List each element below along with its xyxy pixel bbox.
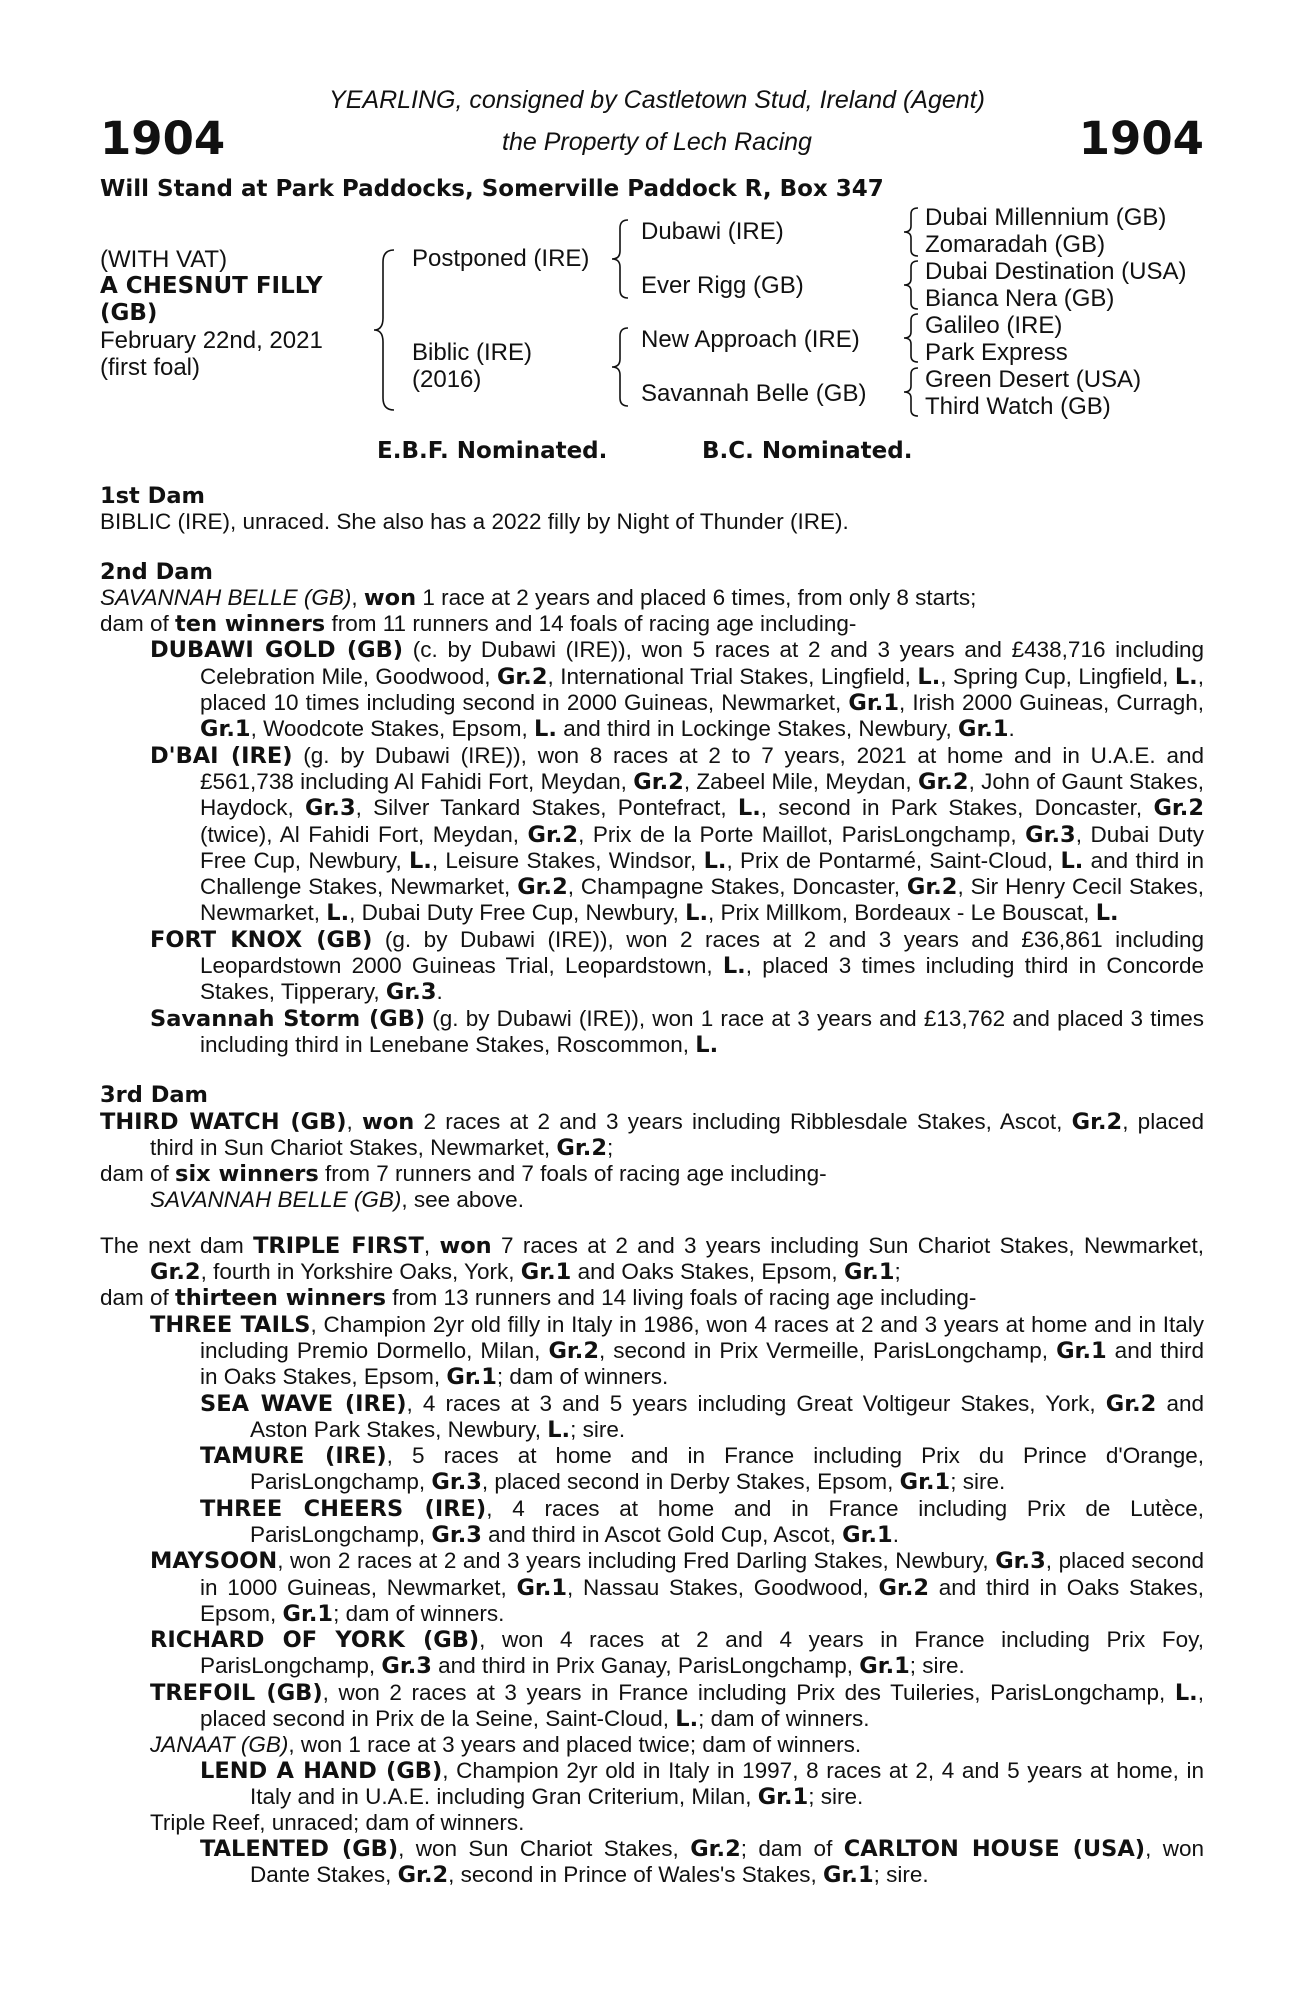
dam-sire: New Approach (IRE) [641,326,860,353]
next-dam-produce-list [100,1312,1204,1889]
second-dam-race-record: 1 race at 2 years and placed 6 times, from only 8 starts; [416,584,977,610]
bold-text: Gr.2 [556,1134,607,1161]
text-run: , Leisure Stakes, Windsor, [431,847,704,873]
third-dam-record: THIRD WATCH (GB), won 2 races at 2 and 3 years including Ribblesdale Stakes, Ascot, Gr.2, placed third in Sun Chariot Stakes, Newmarket, Gr.2; [100,1108,1204,1161]
bold-text: L. [703,847,727,874]
winners-count: ten winners [175,611,326,638]
bold-text: LEND A HAND (GB) [200,1757,443,1784]
text-run: , won Dante Stakes, [250,1835,1204,1887]
text-run: , Dubai Duty Free Cup, Newbury, [349,900,686,926]
dam-of-label: dam of [100,1285,176,1311]
produce-entry [100,1732,1204,1757]
dam-name: Biblic (IRE) [412,339,533,366]
text-run: , placed second in 1000 Guineas, Newmarket, [200,1548,1204,1600]
text-run: ; [894,1259,901,1285]
text-run: , second in Prince of Wales's Stakes, [448,1861,824,1887]
text-run: , Champagne Stakes, Doncaster, [567,874,907,900]
bold-text: L. [695,1031,719,1058]
text-run: , second in Prix Vermeille, ParisLongchamp, [599,1337,1057,1363]
bold-text: Gr.1 [848,690,899,717]
text-run: , John of Gaunt Stakes, Haydock, [200,768,1205,821]
text-run: , placed second in Prix de la Seine, Saint-Cloud, [200,1679,1204,1732]
text-run: , placed third in Sun Chariot Stakes, Newmarket, [150,1108,1204,1160]
text-run: (g. by Dubawi (IRE)), won 1 race at 3 years and £13,762 and placed 3 times including third in Lenebane Stakes, Roscommon, [200,1005,1204,1057]
text-run: , Champion 2yr old in Italy in 1997, 8 races at 2, 4 and 5 years at home, in Italy and in U.A.E. including Gran Criterium, Milan, [250,1757,1204,1809]
bold-text: Gr.1 [859,1653,910,1680]
text-run: , won 1 race at 3 years and placed twice; dam of winners. [288,1732,862,1758]
pedigree-brace-dam [608,326,632,408]
bold-text: Gr.2 [527,821,579,848]
bold-text: Gr.3 [381,1653,432,1680]
text-run: (g. by Dubawi (IRE)), won 8 races at 2 to 7 years, 2021 at home and in U.A.E. and £561,738 including Al Fahidi Fort, Meydan, [200,742,1204,794]
bold-text: Gr.1 [282,1600,334,1627]
text-run: , Dubai Duty Free Cup, Newbury, [200,821,1204,873]
ped-g3-2: Zomaradah (GB) [925,231,1106,258]
text-run: and third in Oaks Stakes, Epsom, [200,1574,1204,1626]
bold-text: TAMURE (IRE) [200,1443,387,1470]
dam-of-label: dam of [100,611,176,637]
bold-text: Gr.2 [517,874,568,901]
bold-text: Gr.2 [878,1574,930,1601]
bold-text: Gr.1 [823,1861,874,1888]
produce-entry [100,1548,1204,1627]
bold-text: Gr.2 [690,1835,741,1862]
produce-sub-entry [100,1443,1204,1496]
text-run: ; sire. [808,1783,864,1809]
produce-entry [100,1680,1204,1733]
bold-text: Gr.3 [385,979,437,1006]
bold-text: Gr.2 [1153,795,1204,822]
bold-text: Gr.3 [431,1521,482,1548]
pedigree-brace-ss [900,206,922,258]
text-run: and third in Lockinge Stakes, Newbury, [556,716,958,742]
text-run: , placed second in Derby Stakes, Epsom, [481,1469,900,1495]
bold-text: Gr.2 [496,663,548,690]
bold-text: Gr.1 [1056,1337,1107,1364]
spacer [100,535,1204,560]
text-run: ; dam of [740,1835,844,1861]
second-dam-produce-summary [100,611,1204,637]
produce-name: FORT KNOX (GB) [150,926,373,953]
text-run: and third in Ascot Gold Cup, Ascot, [481,1521,843,1547]
winners-summary: from 11 runners and 14 foals of racing age including- [325,611,857,637]
dam-of-label: dam of [100,1161,176,1187]
produce-entry [100,1627,1204,1680]
bold-text: Gr.1 [200,716,251,743]
bold-text: THREE TAILS [150,1311,311,1338]
produce-name: DUBAWI GOLD (GB) [150,637,404,664]
pedigree-brace-main [370,248,400,412]
consignor-line: YEARLING, consigned by Castletown Stud, Ireland (Agent) [329,86,985,114]
text-run: 2 races at 2 and 3 years including Ribblesdale Stakes, Ascot, [414,1108,1072,1134]
next-dam-produce-summary [100,1285,1204,1311]
text-run: , Woodcote Stakes, Epsom, [250,716,535,742]
text-run: ; sire. [950,1469,1006,1495]
second-dam-record: SAVANNAH BELLE (GB), won 1 race at 2 years and placed 6 times, from only 8 starts; [100,584,977,611]
bold-text: L. [1174,663,1198,690]
foaling-date: February 22nd, 2021 [100,327,323,354]
ebf-nomination: E.B.F. Nominated. [377,438,608,464]
text-run: . [1008,716,1015,742]
won-label: won [363,584,417,611]
text-run: . [436,979,443,1005]
ped-g3-3: Dubai Destination (USA) [925,258,1187,285]
text-run: , placed 3 times including third in Concorde Stakes, Tipperary, [200,953,1204,1005]
text-run: ; dam of winners. [698,1706,870,1732]
text-run: (c. by Dubawi (IRE)), won 5 races at 2 and 3 years and £438,716 including Celebration Mile, Goodwood, [200,637,1204,689]
winners-summary: from 13 runners and 14 living foals of racing age including- [386,1285,977,1311]
text-run: ; sire. [570,1416,626,1442]
bold-text: Gr.2 [397,1861,449,1888]
text-run: , won 4 races at 2 and 4 years in France including Prix Foy, ParisLongchamp, [200,1627,1205,1679]
bold-text: Gr.1 [957,716,1009,743]
winners-count: six winners [175,1161,319,1188]
ref-horse-name: SAVANNAH BELLE (GB) [150,1187,402,1213]
pedigree-brace-sire [608,218,632,300]
bold-text: Gr.1 [446,1364,497,1391]
text-run: ; dam of winners. [496,1364,669,1390]
text-run: 7 races at 2 and 3 years including Sun Chariot Stakes, Newmarket, [491,1232,1204,1258]
bold-text: Gr.3 [1025,821,1076,848]
text-run: , 4 races at home and in France including Prix de Lutèce, ParisLongchamp, [250,1495,1204,1547]
bold-text: CARLTON HOUSE (USA) [843,1835,1146,1862]
produce-entry [100,743,1204,927]
second-dam-produce-list [100,637,1204,1058]
text-run: , Irish 2000 Guineas, Curragh, [898,690,1204,716]
text-run: , Spring Cup, Lingfield, [940,663,1175,689]
won-label: won [362,1108,415,1135]
text-run: ; dam of winners. [333,1600,505,1626]
text-run: . [892,1521,899,1547]
text-run: , Sir Henry Cecil Stakes, Newmarket, [200,874,1204,926]
ped-g3-8: Third Watch (GB) [925,393,1111,420]
text-run: , Champion 2yr old filly in Italy in 1986, won 4 races at 2 and 3 years at home and in Italy including Premio Dormello, Milan, [200,1311,1204,1363]
produce-entry [100,1312,1204,1391]
next-dam-name: TRIPLE FIRST [253,1232,424,1259]
bold-text: Gr.1 [842,1521,893,1548]
bold-text: SEA WAVE (IRE) [200,1390,407,1417]
bold-text: Gr.2 [633,768,684,795]
horse-name-suffix: (GB) [100,300,158,326]
text-run: (g. by Dubawi (IRE)), won 2 races at 2 and 3 years and £36,861 including Leopardstown 2000 Guineas Trial, Leopardstown, [200,926,1204,979]
text-run: and Oaks Stakes, Epsom, [571,1259,844,1285]
italic-text: JANAAT (GB) [150,1732,289,1758]
bold-text: Gr.1 [757,1783,809,1810]
produce-record [100,484,1204,1888]
produce-sub-entry [100,1496,1204,1549]
bold-text: Gr.2 [1105,1390,1157,1417]
text-run: , Zabeel Mile, Meydan, [683,768,918,794]
text-run: , Prix de la Porte Maillot, ParisLongchamp, [578,821,1026,847]
text-run: , won 2 races at 3 years in France including Prix des Tuileries, ParisLongchamp, [322,1679,1175,1705]
produce-entry [100,1006,1204,1059]
produce-name: Savannah Storm (GB) [150,1005,426,1032]
text-run: , Prix de Pontarmé, Saint-Cloud, [726,847,1061,873]
bold-text: L. [722,953,746,980]
ped-g3-6: Park Express [925,339,1068,366]
dam-year: (2016) [412,366,482,393]
bold-text: L. [1060,847,1084,874]
next-dam-intro: The next dam [100,1232,254,1258]
third-dam-name: THIRD WATCH (GB) [100,1108,347,1135]
bold-text: Gr.3 [305,795,356,822]
first-dam-heading: 1st Dam [100,483,205,509]
text-run: ; sire. [909,1653,965,1679]
bold-text: THREE CHEERS (IRE) [200,1495,487,1522]
next-dam-record: The next dam TRIPLE FIRST, won 7 races at 2 and 3 years including Sun Chariot Stakes, Newmarket, Gr.2, fourth in Yorkshire Oaks, York, Gr.1 and Oaks Stakes, Epsom, Gr.1; [100,1232,1204,1286]
vat-note: (WITH VAT) [100,246,228,273]
stand-location: Will Stand at Park Paddocks, Somerville Paddock R, Box 347 [100,176,884,202]
produce-entry [100,1810,1204,1835]
text-run: , 5 races at home and in France including Prix du Prince d'Orange, ParisLongchamp, [250,1443,1204,1495]
pedigree-brace-dd [900,366,922,418]
bold-text: L. [675,1706,699,1733]
bold-text: L. [737,795,761,822]
sire-sire: Dubawi (IRE) [641,218,784,245]
produce-entry [100,637,1204,742]
ped-g3-7: Green Desert (USA) [925,366,1142,393]
horse-name: A CHESNUT FILLY [100,273,323,299]
sire-name: Postponed (IRE) [412,245,590,272]
text-run: , Prix Millkom, Bordeaux - Le Bouscat, [708,900,1096,926]
bold-text: L. [685,900,709,927]
text-run: , second in Park Stakes, Doncaster, [760,795,1154,821]
produce-name: D'BAI (IRE) [150,742,293,769]
bold-text: Gr.2 [906,874,958,901]
text-run: , Silver Tankard Stakes, Pontefract, [355,795,738,821]
text-run: and Aston Park Stakes, Newbury, [250,1390,1204,1442]
lot-number-left: 1904 [100,112,226,165]
bold-text: Gr.2 [548,1337,600,1364]
text-run: (twice), Al Fahidi Fort, Meydan, [200,821,528,847]
winners-count: thirteen winners [175,1285,387,1312]
won-label: won [439,1232,492,1259]
bold-text: Gr.1 [520,1259,572,1286]
text-run: ; sire. [873,1861,929,1887]
text-run: and third in Prix Ganay, ParisLongchamp, [431,1653,860,1679]
pedigree-brace-sd [900,259,922,311]
pedigree-brace-ds [900,312,922,364]
second-dam-name: SAVANNAH BELLE (GB) [100,584,352,610]
foal-note: (first foal) [100,354,201,381]
bold-text: TREFOIL (GB) [150,1679,323,1706]
text-run: , won Sun Chariot Stakes, [398,1835,691,1861]
produce-sub-entry [100,1836,1204,1889]
text-run: and third in Challenge Stakes, Newmarket, [200,847,1204,900]
produce-entry [100,927,1204,1006]
ped-g3-5: Galileo (IRE) [925,312,1063,339]
text-run: , placed 10 times including second in 2000 Guineas, Newmarket, [200,663,1204,716]
bold-text: MAYSOON [150,1548,278,1575]
bold-text: Gr.2 [918,768,969,795]
text-run: , 4 races at 3 and 5 years including Great Voltigeur Stakes, York, [406,1390,1106,1416]
bold-text: L. [917,663,941,690]
third-dam-heading: 3rd Dam [100,1082,208,1109]
bold-text: TALENTED (GB) [200,1835,399,1862]
bold-text: L. [408,847,432,874]
lot-number-right: 1904 [1078,112,1204,165]
bold-text: Gr.1 [843,1259,895,1286]
second-dam-heading: 2nd Dam [100,558,213,585]
ped-g3-4: Bianca Nera (GB) [925,285,1115,312]
ref-note: , see above. [401,1187,524,1213]
text-run: , Nassau Stakes, Goodwood, [567,1574,879,1600]
produce-sub-entry [100,1391,1204,1444]
text-run: , International Trial Stakes, Lingfield, [547,663,918,689]
bc-nomination: B.C. Nominated. [702,438,913,464]
bold-text: L. [534,716,557,743]
text-run: and third in Oaks Stakes, Epsom, [200,1337,1205,1390]
text-run: , won 2 races at 2 and 3 years including Fred Darling Stakes, Newbury, [277,1548,996,1574]
bold-text: Gr.3 [431,1469,482,1496]
bold-text: Gr.2 [1071,1108,1123,1135]
text-run: , fourth in Yorkshire Oaks, York, [200,1259,521,1285]
ped-g3-1: Dubai Millennium (GB) [925,204,1167,231]
winners-summary: from 7 runners and 7 foals of racing age including- [318,1161,827,1187]
dam-dam: Savannah Belle (GB) [641,380,867,407]
text-run: Triple Reef, unraced; dam of winners. [150,1810,525,1836]
third-dam-produce-summary [100,1161,1204,1187]
bold-text: L. [1095,900,1119,927]
bold-text: Gr.1 [899,1469,951,1496]
bold-text: Gr.2 [150,1259,201,1286]
bold-text: L. [547,1416,571,1443]
text-run: ; [606,1134,614,1160]
property-line: the Property of Lech Racing [502,128,812,156]
bold-text: Gr.3 [995,1548,1046,1575]
bold-text: Gr.1 [516,1574,568,1601]
sire-dam: Ever Rigg (GB) [641,272,804,299]
third-dam-produce-ref [100,1187,1204,1212]
bold-text: L. [326,900,350,927]
bold-text: L. [1174,1679,1198,1706]
bold-text: RICHARD OF YORK (GB) [150,1627,480,1654]
first-dam-text: BIBLIC (IRE), unraced. She also has a 2022 filly by Night of Thunder (IRE). [100,509,849,535]
spacer [100,1213,1204,1233]
produce-sub-entry [100,1758,1204,1811]
spacer [100,1058,1204,1083]
